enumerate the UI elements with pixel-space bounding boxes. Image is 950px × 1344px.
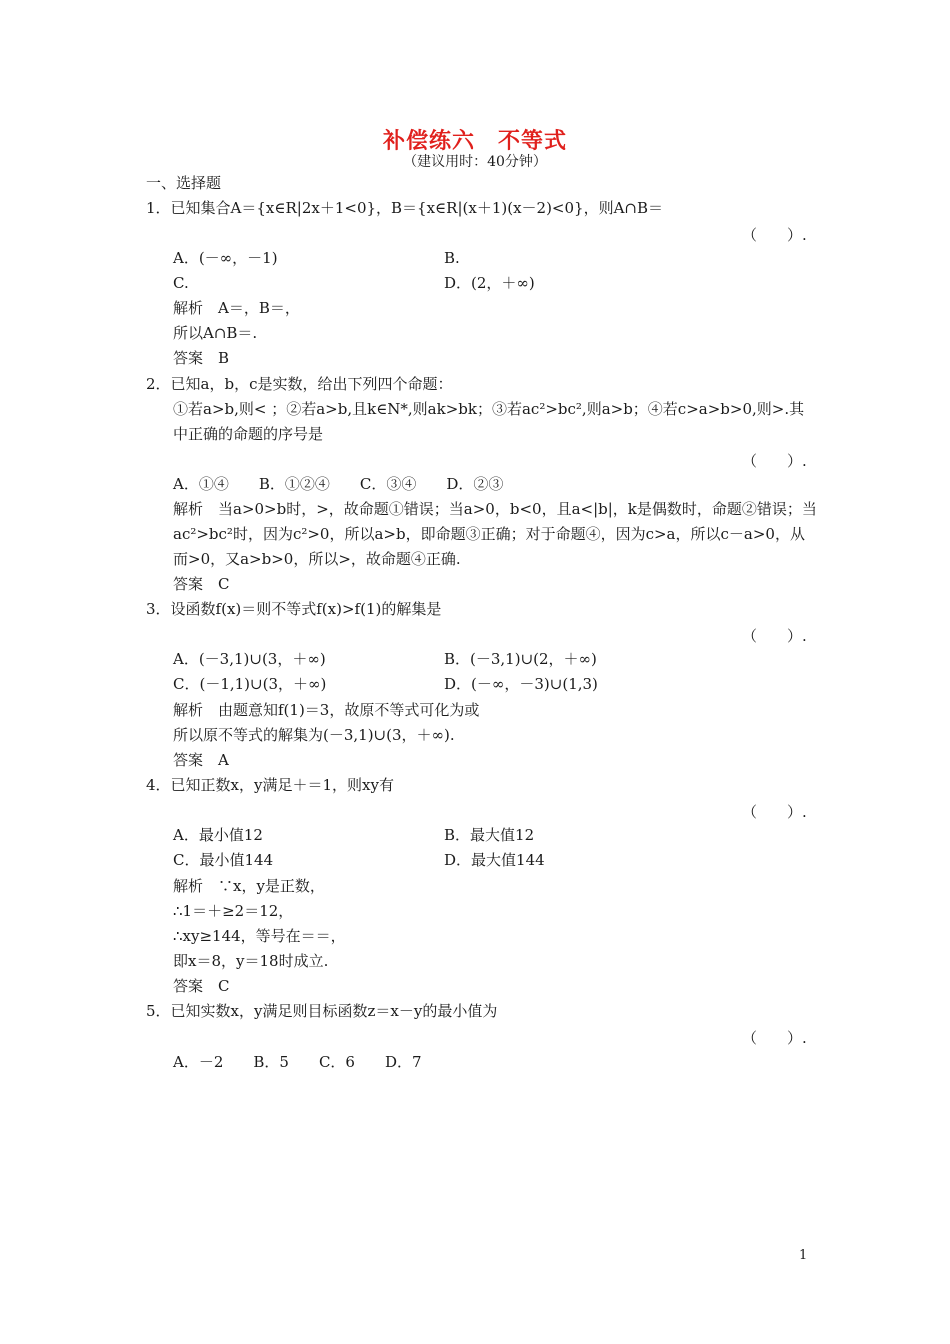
- q1-answer-paren: （ ）.: [742, 226, 807, 244]
- q4-solution-line3: ∴xy≥144，等号在＝＝，: [173, 927, 346, 945]
- q2-options: A．①④ B．①②④ C．③④ D．②③: [173, 475, 504, 493]
- q4-answer: 答案 C: [173, 977, 230, 995]
- q2-solution-line2: ac²>bc²时，因为c²>0，所以a>b，即命题③正确；对于命题④，因为c>a，所以c－a>0，从: [173, 525, 805, 543]
- q3-option-b: B．(－3,1)∪(2，＋∞): [444, 650, 597, 668]
- page-title: 补偿练六 不等式: [382, 128, 567, 154]
- q1-option-b: B.: [444, 249, 460, 267]
- q2-solution-line1: 解析 当a>0>b时，>，故命题①错误；当a>0，b<0，且a<|b|，k是偶数时，命题②错误；当: [173, 500, 817, 518]
- q4-solution-line1: 解析 ∵x，y是正数，: [173, 877, 325, 895]
- q1-solution-line2: 所以A∩B＝.: [173, 324, 258, 342]
- q2-stem: 2．已知a，b，c是实数，给出下列四个命题：: [146, 375, 453, 393]
- q1-option-d: D．(2，＋∞): [444, 274, 535, 292]
- page-number: 1: [799, 1248, 808, 1263]
- q2-answer-paren: （ ）.: [742, 452, 807, 470]
- q4-solution-line4: 即x＝8，y＝18时成立.: [173, 952, 329, 970]
- q4-stem: 4．已知正数x，y满足＋＝1，则xy有: [146, 776, 394, 794]
- q3-solution-line1: 解析 由题意知f(1)＝3，故原不等式可化为或: [173, 701, 480, 719]
- q2-stem-line2: ①若a>b,则< ；②若a>b,且k∈N*,则ak>bk；③若ac²>bc²,则a>b；④若c>a>b>0,则>.其: [173, 400, 805, 418]
- q3-option-d: D．(－∞，－3)∪(1,3): [444, 675, 598, 693]
- q4-answer-paren: （ ）.: [742, 803, 807, 821]
- q3-solution-line2: 所以原不等式的解集为(－3,1)∪(3，＋∞).: [173, 726, 455, 744]
- q1-option-c: C.: [173, 274, 189, 292]
- q1-answer: 答案 B: [173, 349, 230, 367]
- q4-option-a: A．最小值12: [173, 826, 263, 844]
- q3-answer-paren: （ ）.: [742, 627, 807, 645]
- q2-solution-line3: 而>0，又a>b>0，所以>，故命题④正确.: [173, 550, 461, 568]
- q1-solution-line1: 解析 A＝，B＝，: [173, 299, 300, 317]
- q5-options: A．－2 B．5 C．6 D．7: [173, 1053, 422, 1071]
- q4-option-c: C．最小值144: [173, 851, 274, 869]
- q2-stem-line3: 中正确的命题的序号是: [173, 425, 324, 443]
- q3-option-a: A．(－3,1)∪(3，＋∞): [173, 650, 326, 668]
- q5-stem: 5．已知实数x，y满足则目标函数z＝x－y的最小值为: [146, 1002, 498, 1020]
- time-hint: （建议用时：40分钟）: [403, 154, 547, 170]
- q4-solution-line2: ∴1＝＋≥2＝12，: [173, 902, 294, 920]
- section-heading: 一、选择题: [146, 174, 222, 192]
- q5-answer-paren: （ ）.: [742, 1029, 807, 1047]
- q3-stem: 3．设函数f(x)＝则不等式f(x)>f(1)的解集是: [146, 600, 442, 618]
- q4-option-d: D．最大值144: [444, 851, 545, 869]
- q1-stem: 1．已知集合A＝{x∈R|2x＋1<0}，B＝{x∈R|(x＋1)(x－2)<0}，则A∩B＝: [146, 199, 664, 217]
- q2-answer: 答案 C: [173, 575, 230, 593]
- q4-option-b: B．最大值12: [444, 826, 535, 844]
- q3-option-c: C．(－1,1)∪(3，＋∞): [173, 675, 327, 693]
- q1-option-a: A．(－∞，－1): [173, 249, 278, 267]
- q3-answer: 答案 A: [173, 751, 229, 769]
